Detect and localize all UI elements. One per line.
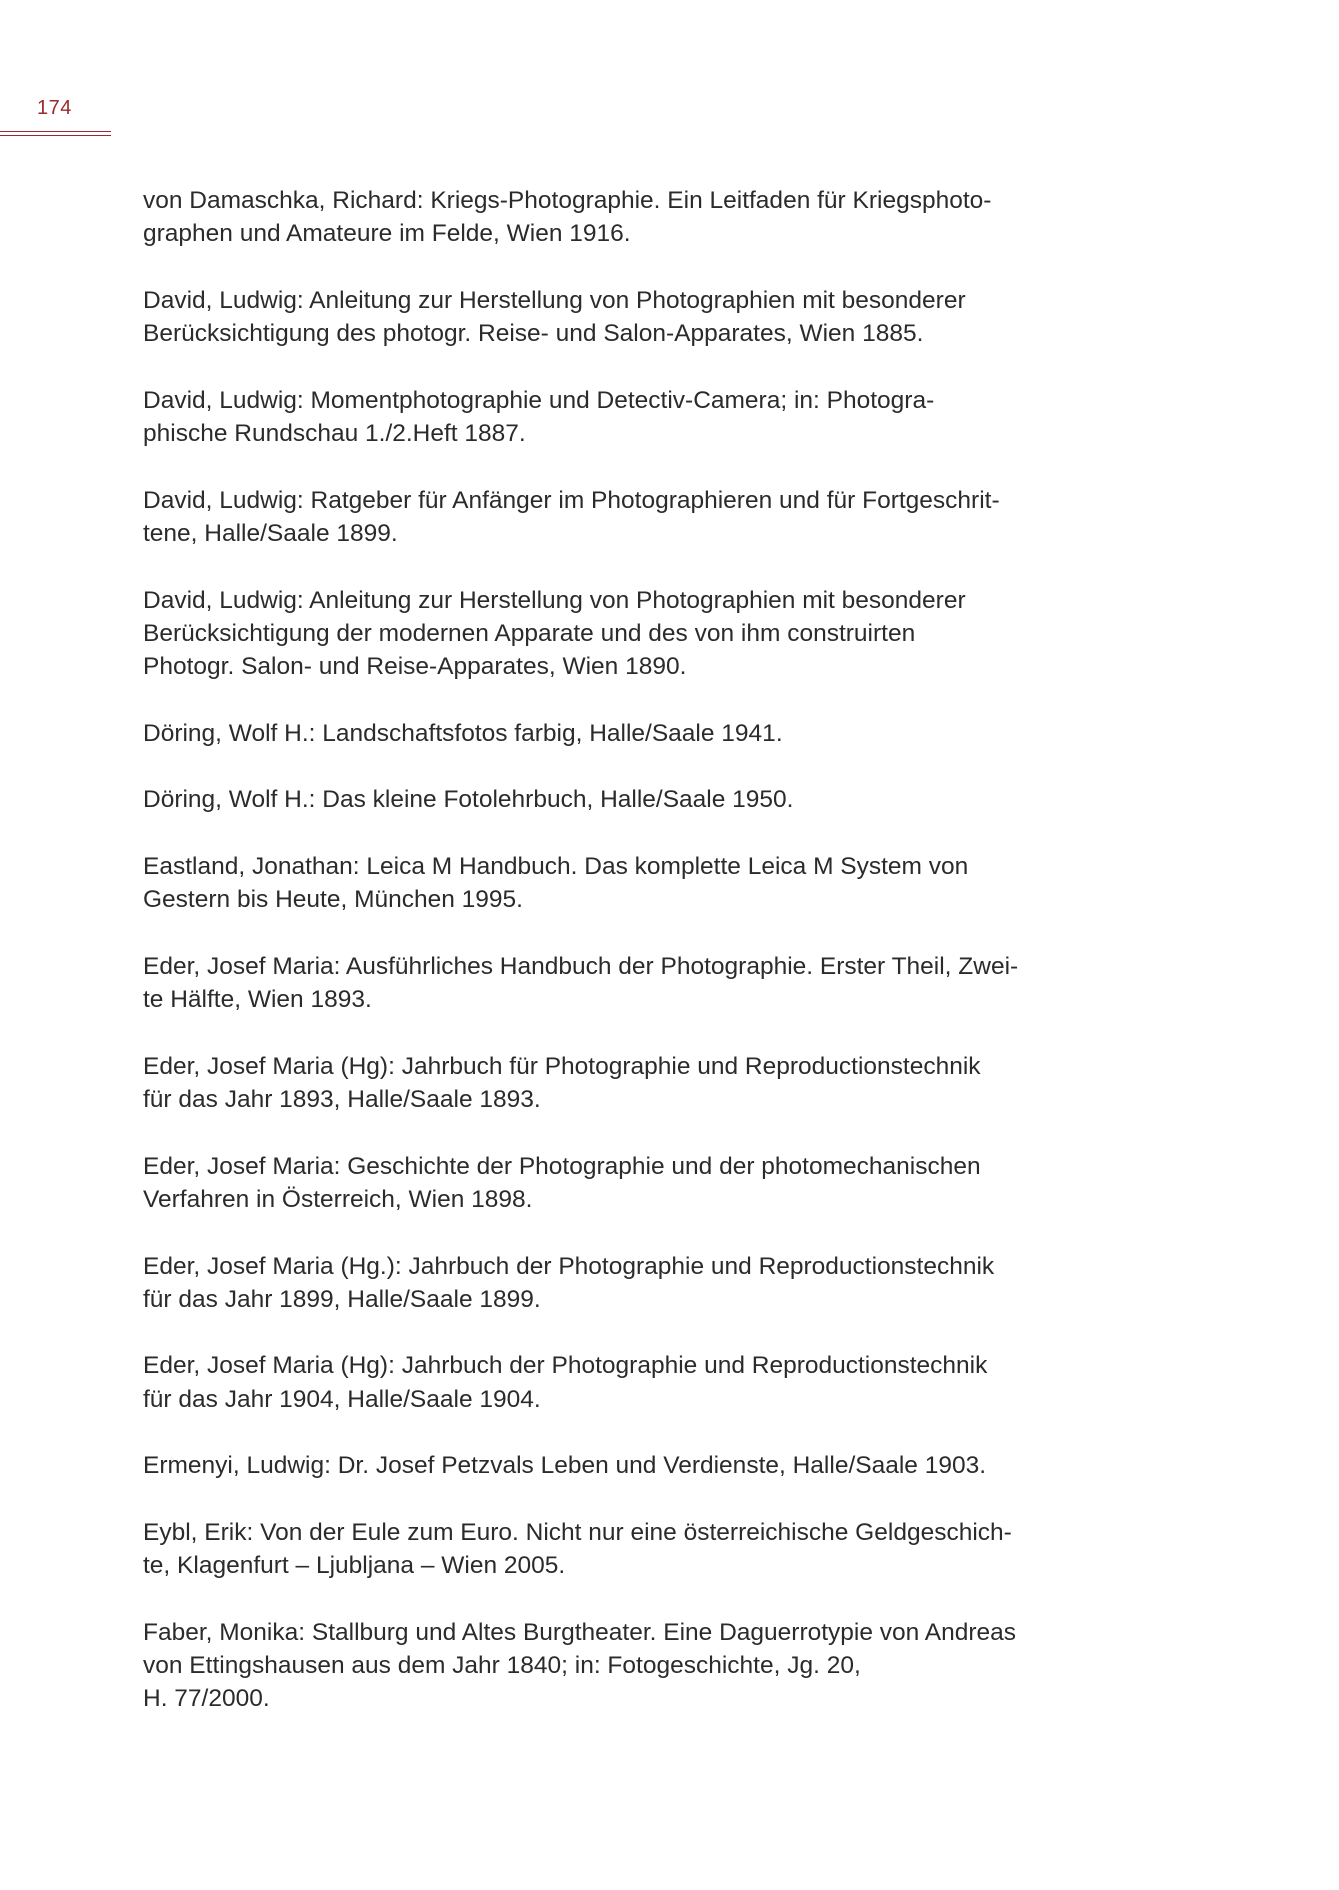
page-number: 174	[37, 97, 72, 119]
bibliography-entry: Döring, Wolf H.: Landschaftsfotos farbig, Halle/Saale 1941.	[143, 719, 783, 747]
bibliography-entry: David, Ludwig: Anleitung zur Herstellung von Photographien mit besonderer Berücksichtigung des photogr. Reise- und Salon-Apparates, Wien 1885.	[143, 286, 966, 348]
bibliography-entry: Döring, Wolf H.: Das kleine Fotolehrbuch, Halle/Saale 1950.	[143, 786, 794, 814]
bibliography-entry: Eder, Josef Maria (Hg): Jahrbuch für Photographie und Reproductionstechnik für das Jahr 1893, Halle/Saale 1893.	[143, 1052, 981, 1114]
bibliography-entry: David, Ludwig: Momentphotographie und Detectiv-Camera; in: Photogra- phische Rundschau 1./2.Heft 1887.	[143, 386, 935, 448]
bibliography-entry: von Damaschka, Richard: Kriegs-Photographie. Ein Leitfaden für Kriegsphoto- graphen und Amateure im Felde, Wien 1916.	[143, 187, 992, 248]
bibliography-entry: Eder, Josef Maria: Geschichte der Photographie und der photomechanischen Verfahren in Österreich, Wien 1898.	[143, 1152, 981, 1213]
bibliography-entry: Faber, Monika: Stallburg und Altes Burgtheater. Eine Daguerrotypie von Andreas von Ettingshausen aus dem Jahr 1840; in: Fotogeschichte, Jg. 20, H. 77/2000.	[143, 1618, 1017, 1713]
header-rule-bottom	[0, 135, 111, 136]
bibliography-entry: David, Ludwig: Anleitung zur Herstellung von Photographien mit besonderer Berücksichtigung der modernen Apparate und des von ihm construirten Photogr. Salon- und Reise-Apparates, Wien 1890.	[143, 586, 966, 681]
bibliography-entry: Eder, Josef Maria: Ausführliches Handbuch der Photographie. Erster Theil, Zwei- te Hälfte, Wien 1893.	[143, 952, 1019, 1014]
bibliography-entry: Eder, Josef Maria (Hg): Jahrbuch der Photographie und Reproductionstechnik für das Jahr 1904, Halle/Saale 1904.	[143, 1352, 988, 1413]
bibliography-entry: Ermenyi, Ludwig: Dr. Josef Petzvals Leben und Verdienste, Halle/Saale 1903.	[143, 1452, 987, 1480]
bibliography-entry: Eastland, Jonathan: Leica M Handbuch. Das komplette Leica M System von Gestern bis Heute, München 1995.	[143, 852, 969, 914]
bibliography-list	[143, 184, 1043, 1749]
bibliography-entry: David, Ludwig: Ratgeber für Anfänger im Photographieren und für Fortgeschrit- tene, Halle/Saale 1899.	[143, 486, 1000, 547]
header-rule-top	[0, 131, 111, 132]
bibliography-entry: Eder, Josef Maria (Hg.): Jahrbuch der Photographie und Reproductionstechnik für das Jahr 1899, Halle/Saale 1899.	[143, 1252, 995, 1313]
bibliography-entry: Eybl, Erik: Von der Eule zum Euro. Nicht nur eine österreichische Geldgeschich- te, Klagenfurt – Ljubljana – Wien 2005.	[143, 1518, 1012, 1580]
